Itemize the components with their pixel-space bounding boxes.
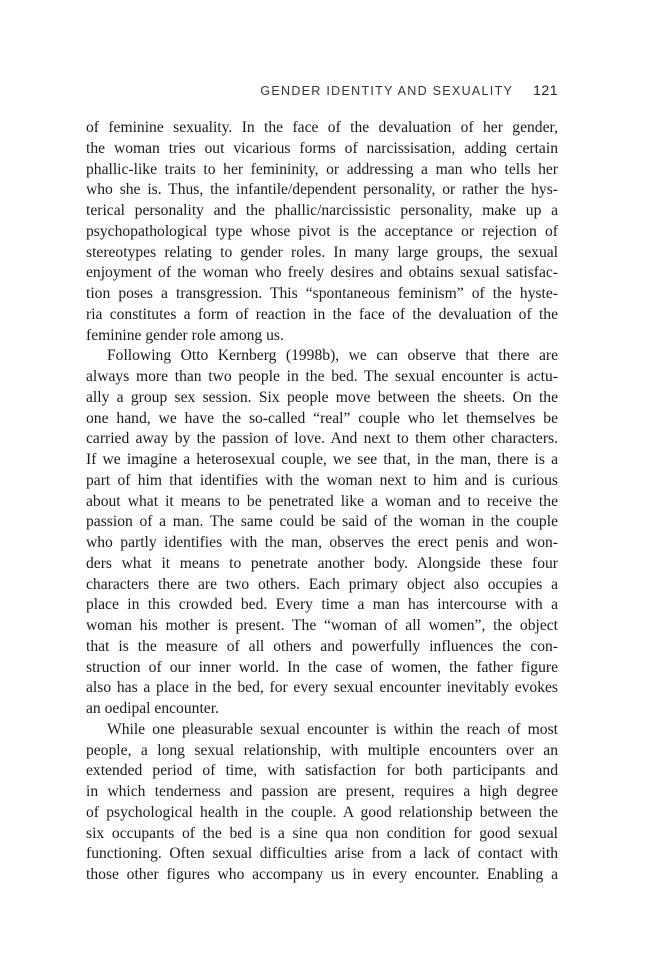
text-line: that is the measure of all others and powerfully influences the con- bbox=[86, 637, 558, 655]
paragraph-2 bbox=[86, 346, 558, 720]
text-line: part of him that identifies with the woman next to him and is curious bbox=[86, 471, 558, 489]
text-line: who she is. Thus, the infantile/dependent personality, or rather the hys- bbox=[86, 181, 558, 199]
text-line: terical personality and the phallic/narcissistic personality, make up a bbox=[86, 202, 558, 219]
text-line: people, a long sexual relationship, with multiple encounters over an bbox=[86, 741, 558, 759]
text-line: who partly identifies with the man, observes the erect penis and won- bbox=[86, 534, 558, 551]
text-line: struction of our inner world. In the case of women, the father figure bbox=[86, 658, 558, 676]
text-line: feminine gender role among us. bbox=[86, 326, 284, 344]
text-line: also has a place in the bed, for every sexual encounter inevitably evokes bbox=[86, 679, 558, 697]
text-line: six occupants of the bed is a sine qua non condition for good sexual bbox=[86, 824, 558, 842]
text-line: tion poses a transgression. This “spontaneous feminism” of the hyste- bbox=[86, 285, 558, 302]
text-line: about what it means to be penetrated like a woman and to receive the bbox=[86, 492, 558, 510]
text-line: ria constitutes a form of reaction in the face of the devaluation of the bbox=[86, 305, 558, 323]
text-line: of psychological health in the couple. A good relationship between the bbox=[86, 803, 558, 821]
paragraph-3 bbox=[86, 720, 558, 886]
text-line: those other figures who accompany us in every encounter. Enabling a bbox=[86, 866, 558, 883]
text-line: an oedipal encounter. bbox=[86, 700, 219, 717]
text-line: the woman tries out vicarious forms of narcissisation, adding certain bbox=[86, 139, 558, 157]
text-line: stereotypes relating to gender roles. In many large groups, the sexual bbox=[86, 243, 558, 261]
text-line: one hand, we have the so-called “real” couple who let themselves be bbox=[86, 409, 558, 427]
running-head bbox=[86, 82, 558, 99]
text-line: carried away by the passion of love. And next to them other characters. bbox=[86, 430, 558, 448]
text-line: passion of a man. The same could be said of the woman in the couple bbox=[86, 513, 558, 531]
page-number: 121 bbox=[533, 82, 558, 98]
text-line: extended period of time, with satisfaction for both participants and bbox=[86, 762, 558, 780]
body-text bbox=[86, 118, 558, 886]
text-line: Following Otto Kernberg (1998b), we can observe that there are bbox=[107, 347, 558, 365]
text-line: characters there are two others. Each primary object also occupies a bbox=[86, 575, 558, 593]
text-line: phallic-like traits to her femininity, or addressing a man who tells her bbox=[86, 160, 558, 178]
paragraph-1 bbox=[86, 118, 558, 346]
text-line: functioning. Often sexual difficulties arise from a lack of contact with bbox=[86, 845, 558, 863]
text-line: enjoyment of the woman who freely desires and obtains sexual satisfac- bbox=[86, 264, 558, 282]
text-line: psychopathological type whose pivot is the acceptance or rejection of bbox=[86, 222, 558, 240]
text-line: always more than two people in the bed. The sexual encounter is actu- bbox=[86, 368, 558, 385]
text-line: While one pleasurable sexual encounter is within the reach of most bbox=[107, 720, 558, 738]
text-line: in which tenderness and passion are present, requires a high degree bbox=[86, 783, 558, 800]
running-title: GENDER IDENTITY AND SEXUALITY bbox=[260, 84, 514, 98]
text-line: If we imagine a heterosexual couple, we see that, in the man, there is a bbox=[86, 451, 558, 468]
text-line: woman his mother is present. The “woman of all women”, the object bbox=[86, 617, 558, 634]
text-line: ally a group sex session. Six people move between the sheets. On the bbox=[86, 388, 558, 406]
text-line: ders what it means to penetrate another body. Alongside these four bbox=[86, 554, 558, 572]
text-line: of feminine sexuality. In the face of the devaluation of her gender, bbox=[86, 119, 558, 136]
text-line: place in this crowded bed. Every time a man has intercourse with a bbox=[86, 596, 558, 614]
